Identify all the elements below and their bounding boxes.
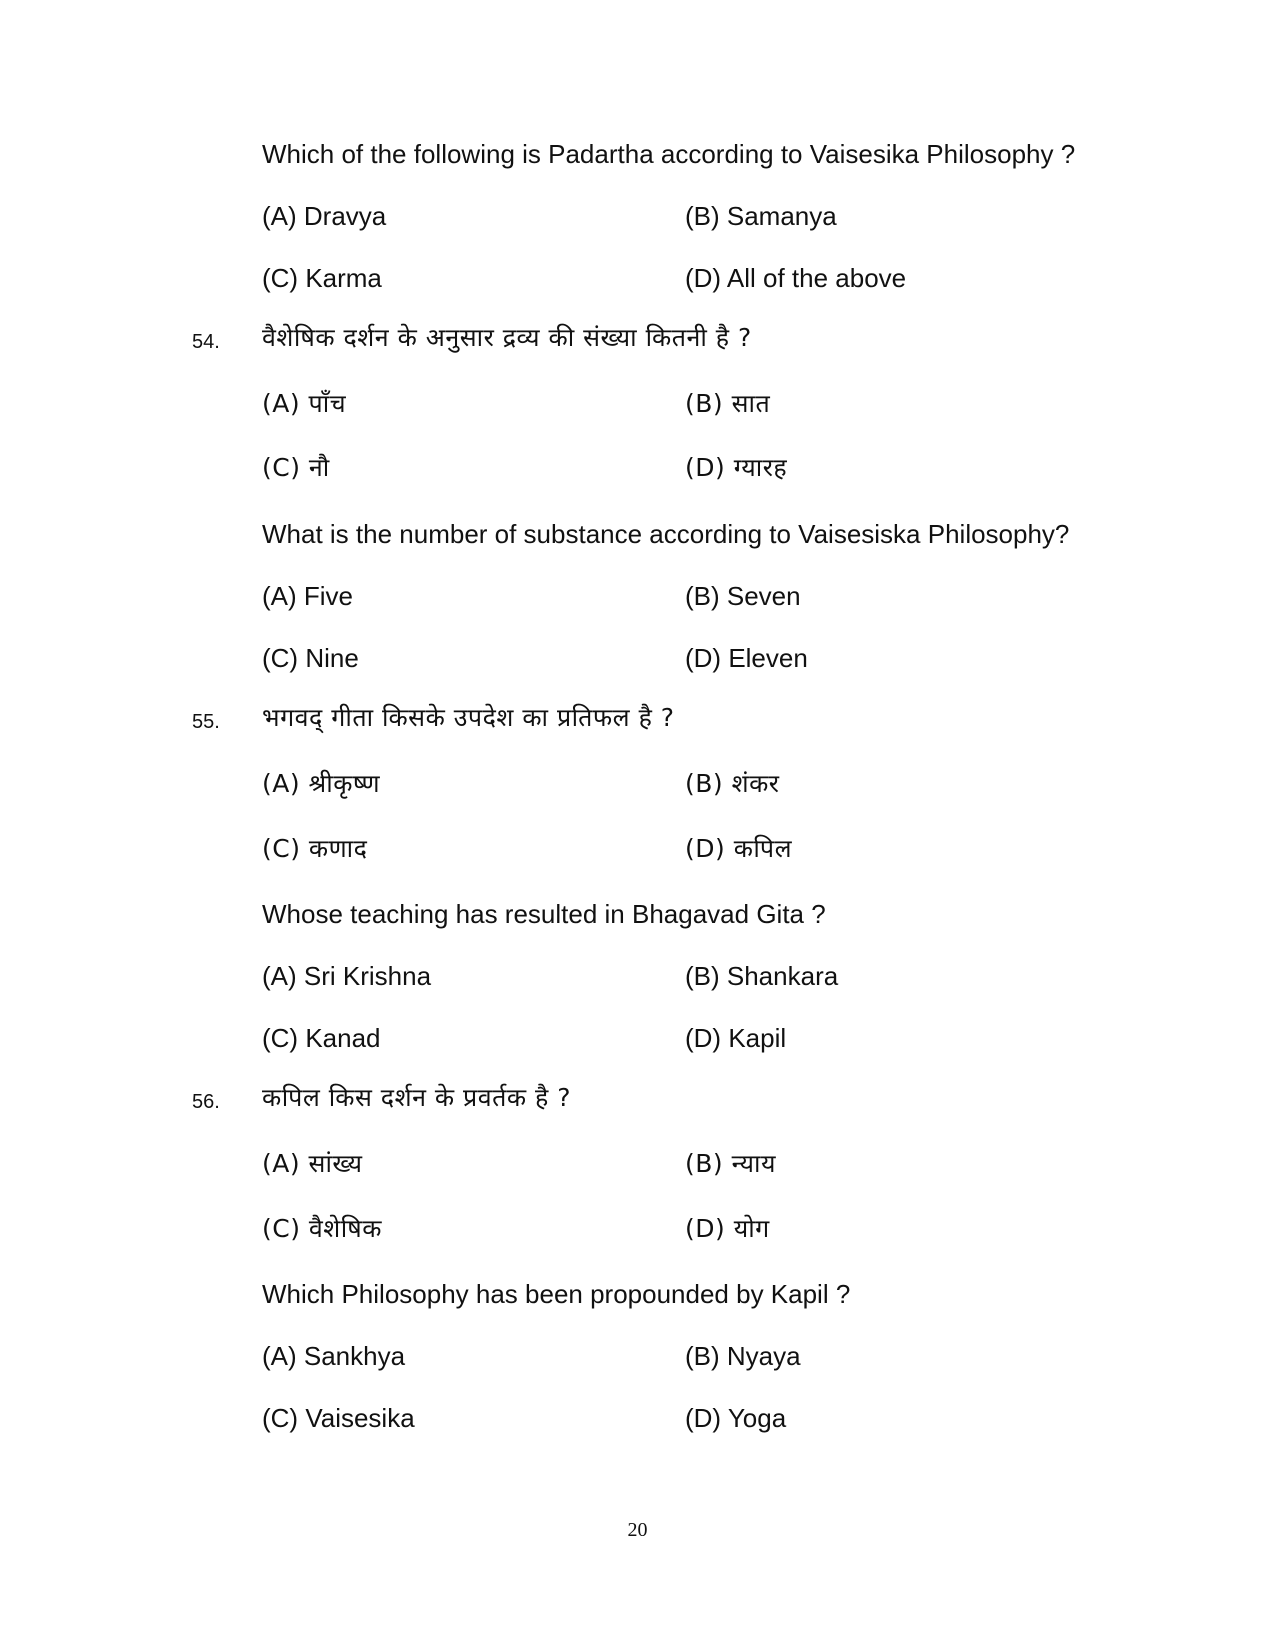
question-54-option-b: (B) Seven xyxy=(685,581,801,611)
question-56-hi-option-c: (C) वैशेषिक xyxy=(262,1214,382,1243)
question-54-hi-option-b: (B) सात xyxy=(685,389,771,418)
question-55-text-hi: भगवद् गीता किसके उपदेश का प्रतिफल है ? xyxy=(262,703,675,732)
question-56-text-hi: कपिल किस दर्शन के प्रवर्तक है ? xyxy=(262,1083,572,1112)
page-number: 20 xyxy=(627,1519,648,1541)
question-55-option-b: (B) Shankara xyxy=(685,961,839,991)
question-55-hi-option-c: (C) कणाद xyxy=(262,834,368,863)
question-56-text-en: Which Philosophy has been propounded by Kapil ? xyxy=(262,1279,851,1309)
question-55-option-d: (D) Kapil xyxy=(685,1023,787,1053)
question-55-text-en: Whose teaching has resulted in Bhagavad Gita ? xyxy=(262,899,826,929)
question-54-option-d: (D) Eleven xyxy=(685,643,808,673)
question-55-hi-option-b: (B) शंकर xyxy=(685,769,780,798)
question-53-text-en: Which of the following is Padartha according to Vaisesika Philosophy ? xyxy=(262,139,1076,169)
question-56-option-a: (A) Sankhya xyxy=(262,1341,406,1371)
question-53-option-a: (A) Dravya xyxy=(262,201,387,231)
question-54-hi-option-c: (C) नौ xyxy=(262,453,330,482)
question-53-option-c: (C) Karma xyxy=(262,263,382,293)
question-54-text-en: What is the number of substance according to Vaisesiska Philosophy? xyxy=(262,519,1070,549)
question-53-option-b: (B) Samanya xyxy=(685,201,837,231)
question-55-hi-option-d: (D) कपिल xyxy=(685,834,793,863)
question-56-option-c: (C) Vaisesika xyxy=(262,1403,415,1433)
question-55-option-c: (C) Kanad xyxy=(262,1023,381,1053)
question-56-option-b: (B) Nyaya xyxy=(685,1341,801,1371)
question-56-hi-option-b: (B) न्याय xyxy=(685,1149,776,1178)
question-56-option-d: (D) Yoga xyxy=(685,1403,787,1433)
question-54-option-a: (A) Five xyxy=(262,581,353,611)
question-56-hi-option-a: (A) सांख्य xyxy=(262,1149,363,1178)
question-54-option-c: (C) Nine xyxy=(262,643,359,673)
question-55-option-a: (A) Sri Krishna xyxy=(262,961,432,991)
question-56-number: 56. xyxy=(192,1091,220,1113)
question-54-hi-option-a: (A) पाँच xyxy=(262,389,347,418)
question-55-number: 55. xyxy=(192,711,220,733)
question-56-hi-option-d: (D) योग xyxy=(685,1214,770,1243)
question-54-number: 54. xyxy=(192,331,220,353)
question-54-hi-option-d: (D) ग्यारह xyxy=(685,453,788,482)
question-53-option-d: (D) All of the above xyxy=(685,263,907,293)
question-54-text-hi: वैशेषिक दर्शन के अनुसार द्रव्य की संख्या कितनी है ? xyxy=(262,323,752,352)
question-55-hi-option-a: (A) श्रीकृष्ण xyxy=(262,769,381,798)
